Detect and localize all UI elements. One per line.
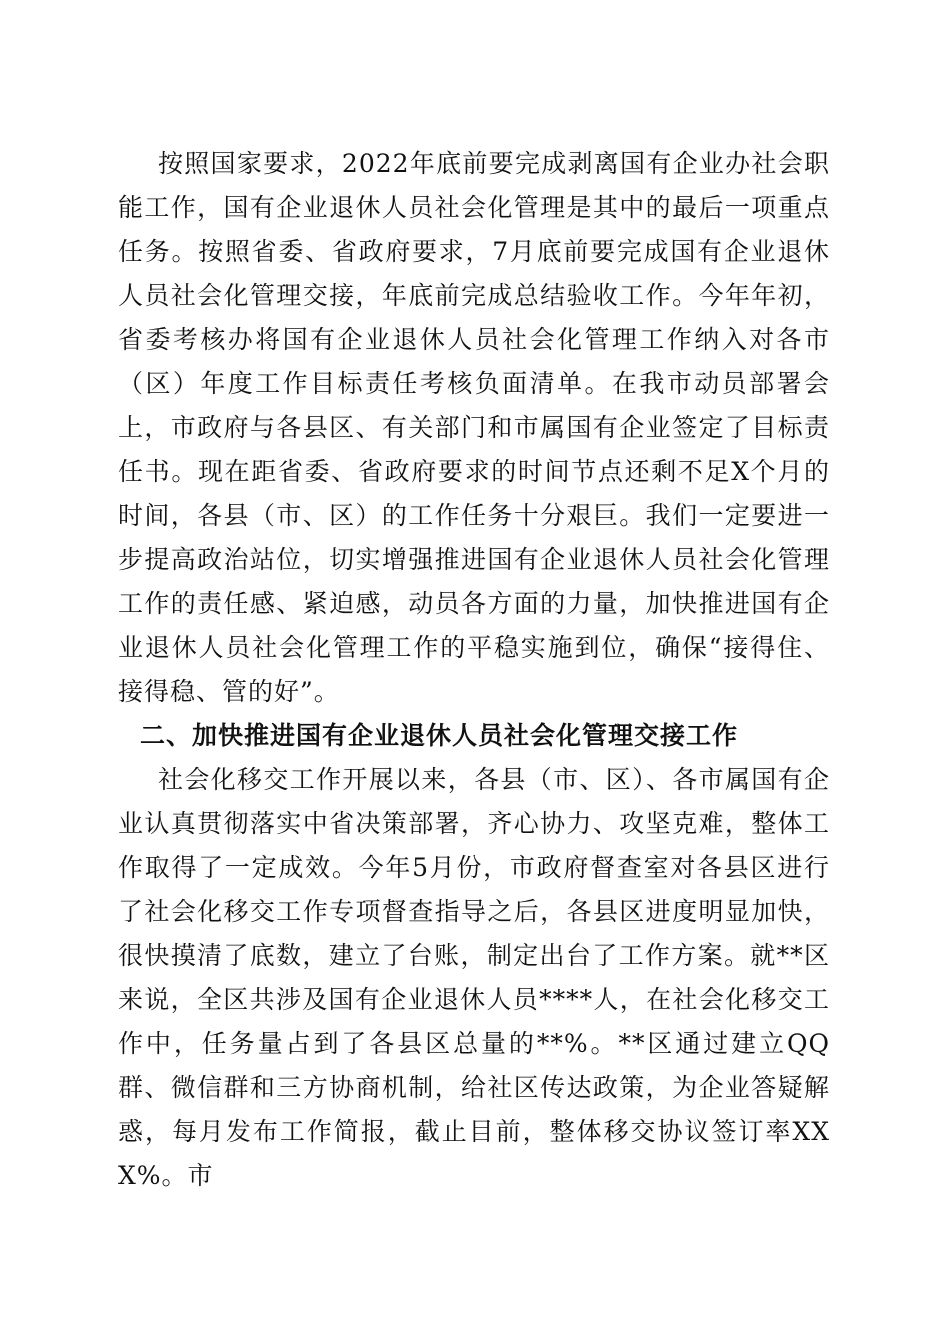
document-body	[118, 142, 830, 1198]
section-heading-2: 二、加快推进国有企业退休人员社会化管理交接工作	[140, 721, 739, 750]
paragraph-intro: 按照国家要求，2022年底前要完成剥离国有企业办社会职能工作，国有企业退休人员社会化管理是其中的最后一项重点任务。按照省委、省政府要求，7月底前要完成国有企业退休人员社会化管理交接，年底前完成总结验收工作。今年年初，省委考核办将国有企业退休人员社会化管理工作纳入对各市（区）年度工作目标责任考核负面清单。在我市动员部署会上，市政府与各县区、有关部门和市属国有企业签定了目标责任书。现在距省委、省政府要求的时间节点还剩不足X个月的时间，各县（市、区）的工作任务十分艰巨。我们一定要进一步提高政治站位，切实增强推进国有企业退休人员社会化管理工作的责任感、紧迫感，动员各方面的力量，加快推进国有企业退休人员社会化管理工作的平稳实施到位，确保“接得住、接得稳、管的好”。	[118, 149, 830, 706]
paragraph-section-2: 社会化移交工作开展以来，各县（市、区）、各市属国有企业认真贯彻落实中省决策部署，齐心协力、攻坚克难，整体工作取得了一定成效。今年5月份，市政府督查室对各县区进行了社会化移交工作专项督查指导之后，各县区进度明显加快，很快摸清了底数，建立了台账，制定出台了工作方案。就**区来说，全区共涉及国有企业退休人员****人，在社会化移交工作中，任务量占到了各县区总量的**%。**区通过建立QQ群、微信群和三方协商机制，给社区传达政策，为企业答疑解惑，每月发布工作简报，截止目前，整体移交协议签订率XXX%。市	[118, 765, 830, 1190]
